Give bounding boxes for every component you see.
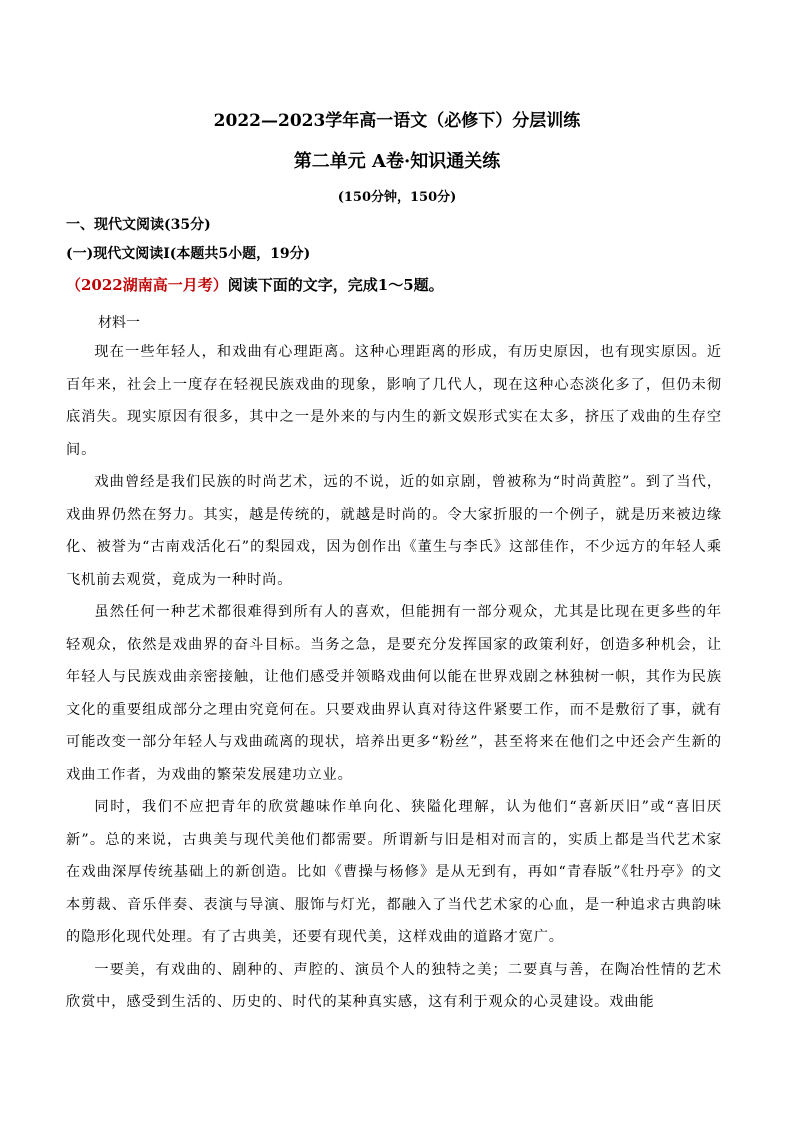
paragraph: 虽然任何一种艺术都很难得到所有人的喜欢，但能拥有一部分观众，尤其是比现在更多些的年轻观众，依然是戏曲界的奋斗目标。当务之急，是要充分发挥国家的政策利好，创造多种机会，让年轻人与民族戏曲亲密接触，让他们感受并领略戏曲何以能在世界戏剧之林独树一帜，其作为民族文化的重要组成部分之理由究竟何在。只要戏曲界认真对待这件紧要工作，而不是敷衍了事，就有可能改变一部分年轻人与戏曲疏离的现状，培养出更多“粉丝”，甚至将来在他们之中还会产生新的戏曲工作者，为戏曲的繁荣发展建功立业。 — [66, 604, 722, 783]
paragraph: 一要美，有戏曲的、剧种的、声腔的、演员个人的独特之美；二要真与善，在陶冶性情的艺术欣赏中，感受到生活的、历史的、时代的某种真实感，这有利于观众的心灵建设。戏曲能 — [66, 961, 722, 1010]
time-score: (150分钟，150分) — [337, 190, 457, 205]
document-title: 2022—2023学年高一语文（必修下）分层训练 — [213, 111, 581, 131]
paragraph: 现在一些年轻人，和戏曲有心理距离。这种心理距离的形成，有历史原因，也有现实原因。近百年来，社会上一度存在轻视民族戏曲的现象，影响了几代人，现在这种心态淡化多了，但仍未彻底消失。现实原因有很多，其中之一是外来的与内生的新文娱形式实在太多，挤压了戏曲的生存空间。 — [66, 344, 722, 458]
material-label: 材料一 — [98, 315, 140, 331]
question-instruction — [66, 274, 444, 295]
paragraph: 戏曲曾经是我们民族的时尚艺术，远的不说，近的如京剧，曾被称为“时尚黄腔”。到了当代，戏曲界仍然在努力。其实，越是传统的，就越是时尚的。令大家折服的一个例子，就是历来被边缘化、被誉为“古南戏活化石”的梨园戏，因为创作出《董生与李氏》这部佳作，不少远方的年轻人乘飞机前去观赏，竟成为一种时尚。 — [66, 474, 722, 588]
paragraph: 同时，我们不应把青年的欣赏趣味作单向化、狭隘化理解，认为他们“喜新厌旧”或“喜旧厌新”。总的来说，古典美与现代美他们都需要。所谓新与旧是相对而言的，实质上都是当代艺术家在戏曲深厚传统基础上的新创造。比如《曹操与杨修》是从无到有，再如“青春版”《牡丹亭》的文本剪裁、音乐伴奏、表演与导演、服饰与灯光，都融入了当代艺术家的心血，是一种追求古典韵味的隐形化现代处理。有了古典美，还要有现代美，这样戏曲的道路才宽广。 — [66, 799, 722, 945]
unit-subtitle: 第二单元 A卷·知识通关练 — [293, 151, 501, 172]
article-body — [66, 336, 722, 1019]
subsection-heading: (一)现代文阅读Ⅰ(本题共5小题，19分) — [66, 246, 311, 262]
source-tag: （2022湖南高一月考） — [66, 276, 228, 294]
instruction-text: 阅读下面的文字，完成1～5题。 — [227, 276, 444, 294]
section-heading: 一、现代文阅读(35分) — [66, 217, 211, 233]
